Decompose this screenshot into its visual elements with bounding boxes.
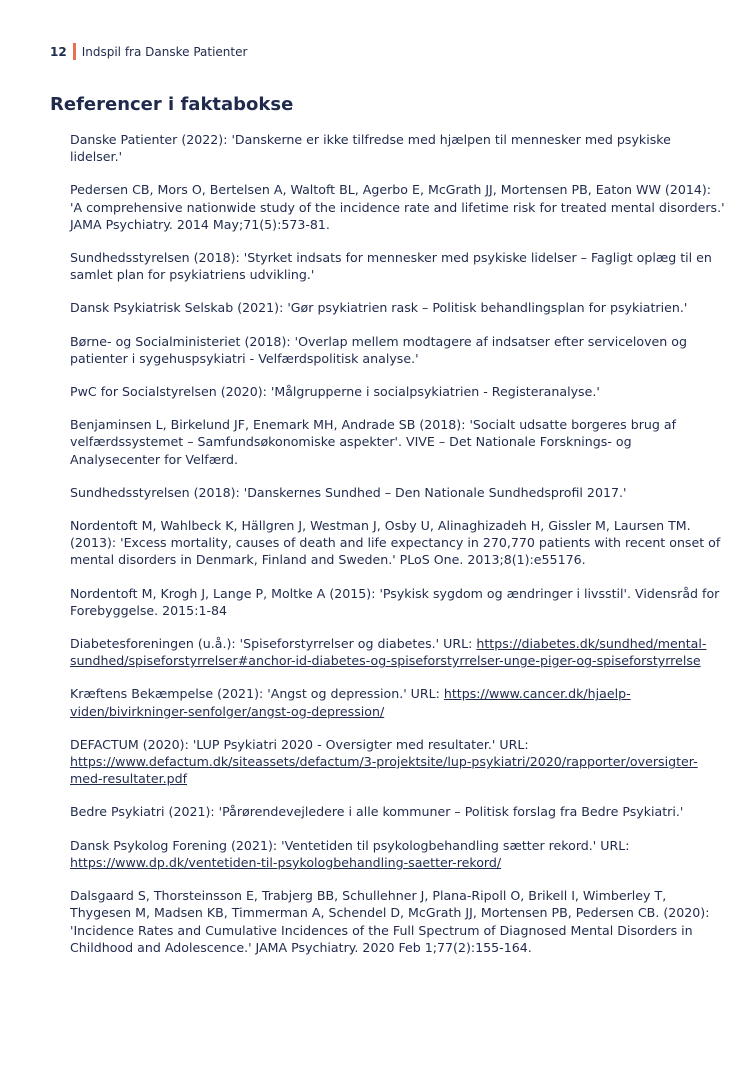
reference-text: Dalsgaard S, Thorsteinsson E, Trabjerg BB, Schullehner J, Plana-Ripoll O, Brikell I, Wimberley T, Thygesen M, Madsen KB, Timmerman A, Schendel D, McGrath JJ, Mortensen PB, Pedersen CB. (2020): 'Incidence Rates and Cumulative Incidences of the Full Spectrum of Diagnosed Mental Disorders in Childhood and Adolescence.' JAMA Psychiatry. 2020 Feb 1;77(2):155-164. — [70, 888, 710, 955]
reference-text: Nordentoft M, Krogh J, Lange P, Moltke A (2015): 'Psykisk sygdom og ændringer i livsstil'. Vidensråd for Forebyggelse. 2015:1-84 — [70, 585, 720, 618]
reference-item — [70, 383, 725, 400]
reference-text: Kræftens Bekæmpelse (2021): 'Angst og depression.' URL: — [70, 686, 444, 702]
reference-item — [70, 181, 725, 233]
reference-text: Sundhedsstyrelsen (2018): 'Danskernes Sundhed – Den Nationale Sundhedsprofil 2017.' — [70, 484, 627, 500]
reference-item — [70, 635, 725, 669]
reference-item — [70, 736, 725, 788]
reference-item — [70, 685, 725, 719]
reference-text: Benjaminsen L, Birkelund JF, Enemark MH, Andrade SB (2018): 'Socialt udsatte borgeres brug af velfærdssystemet – Samfundsøkonomiske aspekter'. VIVE – Det Nationale Forsknings- og Analysecenter for Velfærd. — [70, 417, 676, 467]
reference-text: DEFACTUM (2020): 'LUP Psykiatri 2020 - Oversigter med resultater.' URL: — [70, 736, 529, 752]
page-number: 12 — [50, 44, 67, 59]
reference-text: Diabetesforeningen (u.å.): 'Spiseforstyrrelser og diabetes.' URL: — [70, 636, 477, 652]
reference-text: Danske Patienter (2022): 'Danskerne er ikke tilfredse med hjælpen til mennesker med psykiske lidelser.' — [70, 132, 671, 165]
reference-item — [70, 585, 725, 619]
reference-link[interactable]: https://diabetes.dk/sundhed/mental-sundhed/spiseforstyrrelser#anchor-id-diabetes-og-spiseforstyrrelser-unge-piger-og-spiseforstyrrelse — [70, 636, 707, 669]
reference-text: Dansk Psykiatrisk Selskab (2021): 'Gør psykiatrien rask – Politisk behandlingsplan for psykiatrien.' — [70, 300, 688, 316]
section-title: Referencer i faktabokse — [50, 94, 294, 115]
reference-item — [70, 837, 725, 871]
reference-item — [70, 803, 725, 820]
reference-text: Nordentoft M, Wahlbeck K, Hällgren J, Westman J, Osby U, Alinaghizadeh H, Gissler M, Laursen TM. (2013): 'Excess mortality, causes of death and life expectancy in 270,770 patients with recent onset of mental disorders in Denmark, Finland and Sweden.' PLoS One. 2013;8(1):e55176. — [70, 518, 721, 568]
reference-item — [70, 484, 725, 501]
reference-item — [70, 249, 725, 283]
reference-item — [70, 299, 725, 316]
header-title: Indspil fra Danske Patienter — [81, 44, 248, 59]
reference-text: Dansk Psykolog Forening (2021): 'Ventetiden til psykologbehandling sætter rekord.' URL: — [70, 837, 630, 853]
reference-text: Pedersen CB, Mors O, Bertelsen A, Waltoft BL, Agerbo E, McGrath JJ, Mortensen PB, Eaton WW (2014): 'A comprehensive nationwide study of the incidence rate and lifetime risk for treated mental disorders.' JAMA Psychiatry. 2014 May;71(5):573-81. — [70, 182, 725, 232]
reference-text: Sundhedsstyrelsen (2018): 'Styrket indsats for mennesker med psykiske lidelser – Fagligt oplæg til en samlet plan for psykiatriens udvikling.' — [70, 250, 712, 283]
reference-text: PwC for Socialstyrelsen (2020): 'Målgrupperne i socialpsykiatrien - Registeranalyse.' — [70, 384, 600, 400]
reference-item — [70, 887, 725, 956]
reference-item — [70, 517, 725, 569]
reference-item — [70, 416, 725, 468]
reference-link[interactable]: https://www.cancer.dk/hjaelp-viden/bivirkninger-senfolger/angst-og-depression/ — [70, 686, 631, 719]
reference-link[interactable]: https://www.defactum.dk/siteassets/defactum/3-projektsite/lup-psykiatri/2020/rapporter/oversigter-med-resultater.pdf — [70, 754, 698, 787]
header-divider — [73, 43, 76, 60]
reference-text: Børne- og Socialministeriet (2018): 'Overlap mellem modtagere af indsatser efter serviceloven og patienter i sygehuspsykiatri - Velfærdspolitisk analyse.' — [70, 333, 687, 366]
reference-item — [70, 131, 725, 165]
reference-link[interactable]: https://www.dp.dk/ventetiden-til-psykologbehandling-saetter-rekord/ — [70, 854, 502, 870]
reference-text: Bedre Psykiatri (2021): 'Pårørendevejledere i alle kommuner – Politisk forslag fra Bedre Psykiatri.' — [70, 804, 684, 820]
reference-list — [70, 131, 725, 972]
page-header — [50, 43, 247, 60]
reference-item — [70, 333, 725, 367]
